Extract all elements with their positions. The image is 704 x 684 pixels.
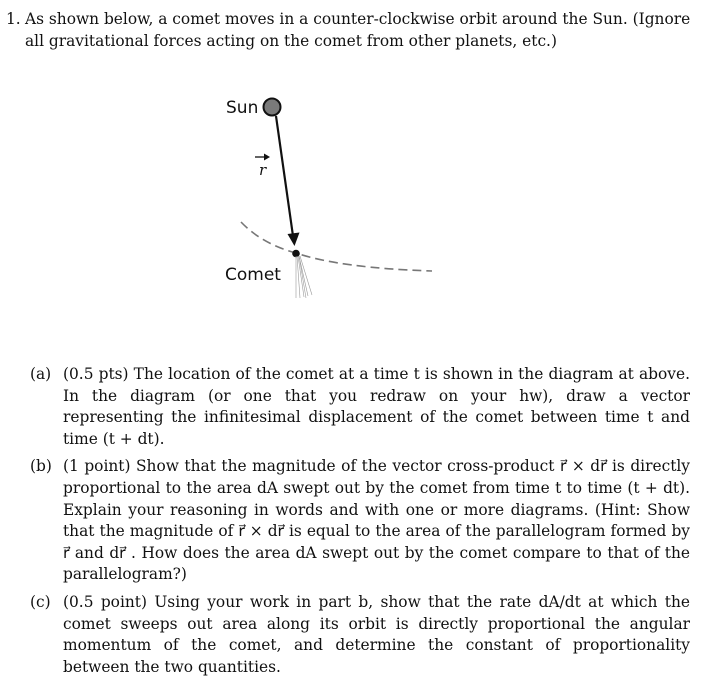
vector-r-label (255, 154, 270, 180)
question-parts (30, 364, 690, 684)
part-b-text: (1 point) Show that the magnitude of the vector cross-product r⃗ × dr⃗ is directly proportional to the area dA swept out by the comet from time t to time (t + dt). Explain your reasoning in words and with one or more diagrams. (Hint: Show that the magnitude of r⃗ × dr⃗ is equal to the area of the parallelogram formed by r⃗ and dr⃗ . How does the area dA swept out by the comet compare to that of the parallelogram?) (63, 457, 690, 584)
position-vector-arrow (276, 116, 300, 246)
comet-label: Comet (225, 265, 281, 285)
part-b-label: (b) (30, 457, 52, 476)
problem-text: As shown below, a comet moves in a counter-clockwise orbit around the Sun. (Ignore all gravitational forces acting on the comet from other planets, etc.) (25, 10, 691, 50)
part-c (30, 592, 690, 678)
part-a (30, 364, 690, 450)
part-c-label: (c) (30, 592, 51, 611)
part-a-label: (a) (30, 365, 52, 383)
part-c-text: (0.5 point) Using your work in part b, show that the rate dA/dt at which the comet sweeps out area along its orbit is directly proportional the angular momentum of the comet, and determine the constant of proportionality between the two quantities. (63, 592, 690, 676)
part-b (30, 456, 690, 586)
sun-label: Sun (226, 98, 259, 118)
orbit-path (241, 222, 432, 271)
problem-number: 1. (6, 10, 21, 28)
comet-tail (296, 256, 312, 298)
vector-r-letter: r (259, 161, 267, 179)
sun-icon (264, 99, 281, 116)
part-a-text: (0.5 pts) The location of the comet at a time t is shown in the diagram at above. In the diagram (or one that you redraw on your hw), draw a vector representing the infinitesimal displacement of the comet between time t and time (t + dt). (63, 365, 690, 448)
